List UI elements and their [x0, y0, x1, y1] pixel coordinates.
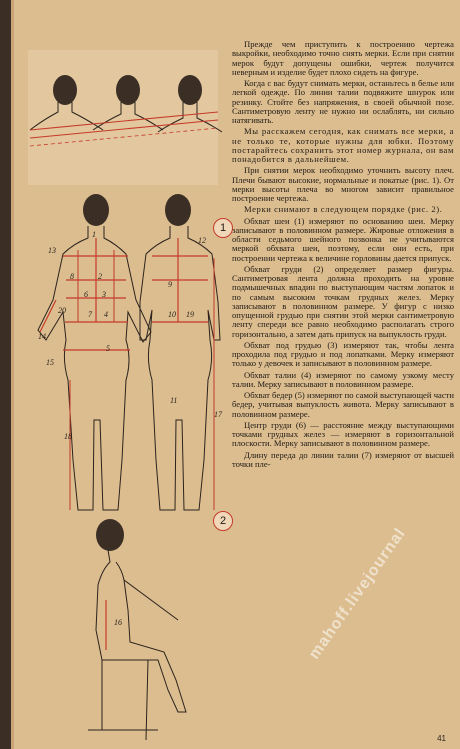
measure-number: 4 [104, 310, 108, 319]
measure-number: 13 [48, 246, 56, 255]
figure-2-label: 2 [213, 511, 233, 531]
figure-2-seated-body [88, 519, 186, 740]
paragraph: Обхват талии (4) измеряют по самому узкому месту талии. Мерку записывают в половинном размере. [232, 369, 454, 389]
figure-2-back-body [140, 194, 220, 510]
paragraph: При снятии мерок необходимо уточнить высоту плеч. Плечи бывают высокие, нормальные и покатые (рис. 1). От мерки высоты плеча во многом зависит правильное построение чертежа. [232, 165, 454, 203]
measure-number: 5 [106, 344, 110, 353]
watermark: mahoff.livejournal [305, 525, 410, 663]
paragraph: Когда с вас будут снимать мерки, останьтесь в белье или легкой одежде. По линии талии подвяжите шнурок или резинку. Стойте без напряжения, в своей обычной позе. Сантиметровую ленту не нужно ни ослаблять, ни сильно натягивать. [232, 78, 454, 125]
paragraph: Прежде чем приступить к построению чертежа выкройки, необходимо точно снять мерки. Если при снятии мерок будут допущены ошибки, чертеж получится неверным и изделие будет плохо сидеть на фигуре. [232, 39, 454, 77]
measure-number: 12 [198, 236, 206, 245]
measure-number: 1 [92, 230, 96, 239]
measure-number: 2 [98, 272, 102, 281]
measure-number: 11 [170, 396, 178, 405]
measure-number: 6 [84, 290, 88, 299]
paragraph: Обхват под грудью (3) измеряют так, чтобы лента проходила под грудью и под лопатками. Мерку измеряют только у девочек и записывают в половинном размере. [232, 339, 454, 369]
figure-2-front-body [38, 194, 151, 510]
article-text [232, 40, 454, 740]
paragraph: Мы расскажем сегодня, как снимать все мерки, а не только те, которые нужны для юбки. Поэтому постарайтесь сохранить этот номер журнала, он вам понадобится в дальнейшем. [232, 126, 454, 164]
measure-number: 17 [214, 410, 222, 419]
measure-number: 19 [186, 310, 194, 319]
measure-number: 7 [88, 310, 92, 319]
figure-1-shoulders [28, 50, 222, 185]
paragraph: Длину переда до линии талии (7) измеряют от высшей точки пле- [232, 449, 454, 469]
paragraph: Обхват шеи (1) измеряют по основанию шеи. Мерку записывают в половинном размере. Жировые отложения в области седьмого шейного позвонка не учитываются меркой обхвата шеи, поэтому, если они есть, при построении чертежа к величине горловины дается припуск. [232, 215, 454, 263]
measure-number: 10 [168, 310, 176, 319]
measure-number: 14 [38, 332, 46, 341]
measure-number: 20 [58, 306, 66, 315]
measurement-illustrations [18, 40, 230, 748]
paragraph: Центр груди (6) — расстояние между выступающими точками грудных желез — измеряют в горизонтальной плоскости. Мерку записывают в половинном размере. [232, 419, 454, 449]
page-number: 41 [437, 734, 446, 743]
binding-strip [0, 0, 14, 749]
paragraph: Обхват груди (2) определяет размер фигуры. Сантиметровая лента должна проходить на уровне подмышечных впадин по выступающим частям лопаток и по самым высоким точкам грудных желез. Мерку записывают в половинном размере. У фигур с низко опущенной грудью при снятии этой мерки сантиметровую ленту спереди все равно необходимо располагать строго горизонтально, а затем дать припуск на выпуклость груди. [232, 263, 454, 339]
paragraph: Обхват бедер (5) измеряют по самой выступающей части бедер, учитывая выпуклость живота. Мерку записывают в половинном размере. [232, 390, 454, 419]
measure-number: 15 [46, 358, 54, 367]
measure-number: 16 [114, 618, 122, 627]
measure-number: 9 [168, 280, 172, 289]
figure-1-label: 1 [213, 218, 233, 238]
illustration-column [18, 40, 230, 748]
measure-number: 3 [102, 290, 106, 299]
measure-number: 8 [70, 272, 74, 281]
measure-number: 18 [64, 432, 72, 441]
paragraph: Мерки снимают в следующем порядке (рис. 2). [244, 204, 443, 215]
